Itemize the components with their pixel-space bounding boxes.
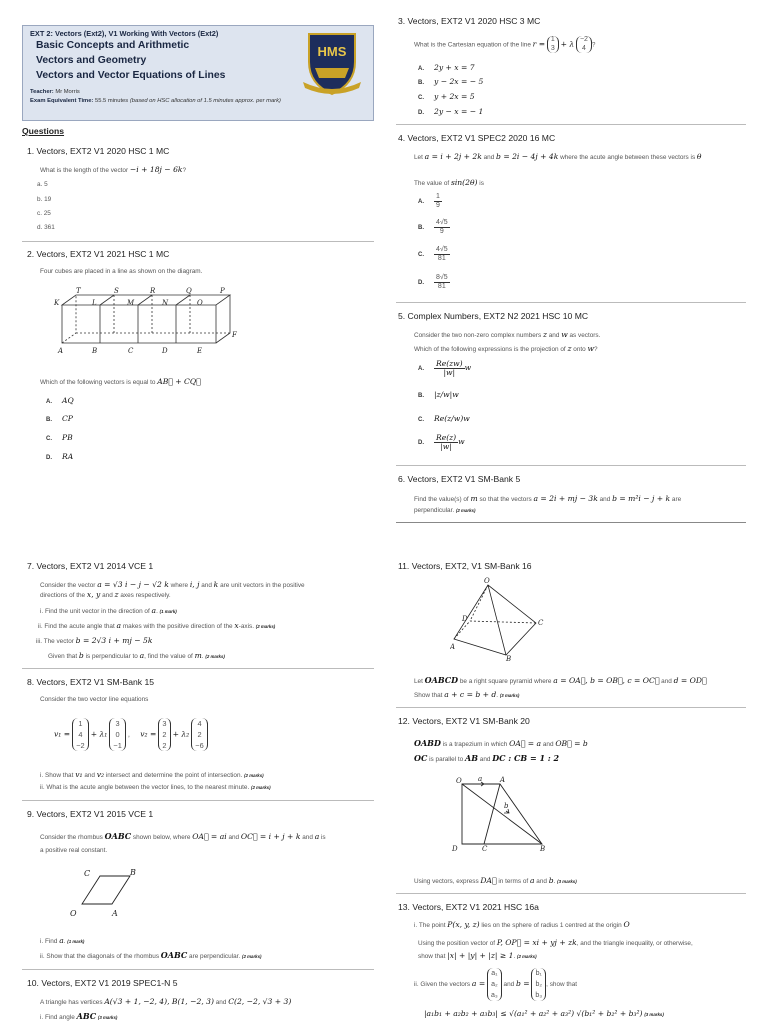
q11-text-2: Show that a + c = b + d. (3 marks) — [414, 690, 520, 699]
header-title-1: Basic Concepts and Arithmetic — [36, 40, 190, 51]
q7-title: 7. Vectors, EXT2 V1 2014 VCE 1 — [27, 561, 154, 571]
q2-label-t: T — [76, 287, 81, 295]
q2-option-b: B. CP — [46, 414, 73, 423]
q9-label-b: B — [130, 868, 136, 877]
q2-label-a: A — [58, 347, 64, 355]
q8-part-ii: ii. What is the acute angle between the vector lines, to the nearest minute. (2 marks) — [40, 784, 271, 791]
q7-part-iii: iii. The vector b = 2√3 i + mj − 5k — [36, 636, 153, 645]
q12-title: 12. Vectors, EXT2 V1 SM-Bank 20 — [398, 716, 530, 726]
q3-option-a: A. 2y + x = 7 — [418, 63, 475, 72]
q5-title: 5. Complex Numbers, EXT2 N2 2021 HSC 10 MC — [398, 311, 589, 321]
q3-text: What is the Cartesian equation of the line r = 1 3 + λ −2 4 ? — [414, 36, 596, 52]
q11-title: 11. Vectors, EXT2, V1 SM-Bank 16 — [398, 561, 532, 571]
q13-title: 13. Vectors, EXT2 V1 2021 HSC 16a — [398, 902, 539, 912]
q4-divider — [396, 302, 746, 303]
q2-label-e: E — [197, 347, 203, 355]
q6-text-2: perpendicular. (2 marks) — [414, 507, 476, 514]
q3-title: 3. Vectors, EXT2 V1 2020 HSC 3 MC — [398, 16, 541, 26]
q4-option-c: C. $\frac{4√5}{81}$ — [418, 246, 448, 262]
q9-label-o: O — [70, 909, 77, 918]
exam-time-line: Exam Equivalent Time: 55.5 minutes (based on HSC allocation of 1.5 minutes approx. per mark) — [30, 98, 281, 104]
q9-title: 9. Vectors, EXT2 V1 2015 VCE 1 — [27, 809, 154, 819]
q11-divider — [396, 707, 746, 708]
q7-text-2: directions of the x, y and z axes respectively. — [40, 590, 171, 599]
q2-label-f: F — [232, 331, 237, 339]
q12-label-c: C — [482, 845, 488, 853]
q2-label-p: P — [220, 287, 225, 295]
q9-divider — [22, 969, 374, 970]
q8-part-i: i. Show that v₁ and v₂ intersect and determine the point of intersection. (2 marks) — [40, 770, 264, 779]
q2-label-n: N — [162, 299, 169, 307]
q11-label-d: D — [462, 615, 468, 623]
q6-title: 6. Vectors, EXT2 V1 SM-Bank 5 — [398, 474, 521, 484]
q12-label-a: A — [500, 776, 506, 784]
q1-title: 1. Vectors, EXT2 V1 2020 HSC 1 MC — [27, 146, 170, 156]
header-title-2: Vectors and Geometry — [36, 55, 147, 66]
q5-text-1: Consider the two non-zero complex numbers z and w as vectors. — [414, 330, 601, 339]
q2-label-c: C — [128, 347, 134, 355]
q12-label-o: O — [456, 777, 462, 785]
q6-divider — [396, 522, 746, 523]
q2-label-l: L — [92, 299, 97, 307]
q3-option-c: C. y + 2x = 5 — [418, 92, 475, 101]
q11-label-o: O — [484, 577, 490, 585]
q4-text-2: The value of sin(2θ) is — [414, 178, 484, 187]
q1-option-c: c. 25 — [37, 210, 51, 217]
q2-label-m: M — [127, 299, 135, 307]
q9-text-2: a positive real constant. — [40, 847, 108, 854]
q2-label-r: R — [150, 287, 156, 295]
q12-trapezium-diagram — [448, 774, 556, 854]
q1-divider — [22, 241, 374, 242]
q9-label-c: C — [84, 869, 91, 878]
q10-text: A triangle has vertices A(√3 + 1, −2, 4), B(1, −2, 3) and C(2, −2, √3 + 3) — [40, 997, 292, 1006]
q4-option-a: A. $\frac{1}{9}$ — [418, 193, 440, 209]
q3-divider — [396, 124, 746, 125]
q2-label-k: K — [54, 299, 60, 307]
q9-label-a: A — [112, 909, 118, 918]
q2-option-d: D. RA — [46, 452, 74, 461]
q9-part-i: i. Find a. (1 mark) — [40, 936, 85, 945]
q9-rhombus-diagram — [68, 866, 140, 920]
q4-option-d: D. $\frac{8√5}{81}$ — [418, 274, 448, 290]
q2-label-q: Q — [186, 287, 192, 295]
q5-option-c: C. Re(z/w)w — [418, 414, 470, 423]
q7-divider — [22, 668, 374, 669]
q2-label-b: B — [92, 347, 98, 355]
q3-option-d: D. 2y − x = − 1 — [418, 107, 484, 116]
q8-divider — [22, 800, 374, 801]
q8-title: 8. Vectors, EXT2 V1 SM-Bank 15 — [27, 677, 155, 687]
q2-option-a: A. AQ — [46, 396, 74, 405]
q12-text-1: OABD is a trapezium in which OA⃗ = a and OB⃗ = b — [414, 738, 588, 748]
q13-part-i-3: show that |x| + |y| + |z| ≥ 1. (2 marks) — [418, 951, 537, 960]
q13-part-ii: ii. Given the vectors a = a₁ a₂ a₃ and b = b₁ b₂ b₃, show that — [414, 970, 578, 999]
q8-line-equations: v₁ = 1 4 −2 + λ₁ 3 0 −1 , v₂ = 3 2 2 + λ₂ 4 2 −6 — [54, 718, 208, 751]
q10-title: 10. Vectors, EXT2 V1 2019 SPEC1-N 5 — [27, 978, 178, 988]
q5-option-b: B. |z/w|w — [418, 390, 459, 399]
q11-label-c: C — [538, 619, 544, 627]
q11-label-a: A — [450, 643, 456, 651]
q2-four-cubes-diagram — [52, 287, 242, 357]
worksheet-header — [22, 25, 374, 121]
q2-option-c: C. PB — [46, 433, 73, 442]
q12-label-d: D — [452, 845, 458, 853]
q7-part-i: i. Find the unit vector in the direction of a. (1 mark) — [40, 606, 177, 615]
q5-option-d: D. $\frac{Re(z)}{|w|}$ w — [418, 433, 465, 451]
q12-divider — [396, 893, 746, 894]
header-title-3: Vectors and Vector Equations of Lines — [36, 70, 226, 81]
q12-text-3: Using vectors, express DA⃗ in terms of a and b. (3 marks) — [414, 876, 577, 885]
q11-text: Let OABCD be a right square pyramid where a = OA⃗, b = OB⃗, c = OC⃗ and d = OD⃗ — [414, 675, 707, 685]
q5-option-a: A. $\frac{Re(zw)}{|w|}$ w — [418, 359, 472, 377]
q2-title: 2. Vectors, EXT2 V1 2021 HSC 1 MC — [27, 249, 170, 259]
header-subtitle: EXT 2: Vectors (Ext2), V1 Working With Vectors (Ext2) — [30, 29, 219, 38]
q2-label-s: S — [114, 287, 119, 295]
q1-text: What is the length of the vector −i + 18j − 6k? — [40, 165, 187, 174]
q2-text: Four cubes are placed in a line as shown on the diagram. — [40, 268, 203, 275]
q2-label-d: D — [162, 347, 168, 355]
q9-text: Consider the rhombus OABC shown below, where OA⃗ = ai and OC⃗ = i + j + k and a is — [40, 831, 326, 841]
q4-option-b: B. $\frac{4√5}{9}$ — [418, 219, 448, 235]
q10-part-i: i. Find angle ABC (3 marks) — [40, 1011, 118, 1021]
q11-label-b: B — [506, 655, 512, 661]
q5-divider — [396, 465, 746, 466]
q7-part-ii: ii. Find the acute angle that a makes with the positive direction of the x-axis. (2 marks) — [38, 621, 276, 630]
q13-inequality: |a₁b₁ + a₂b₂ + a₃b₃| ≤ √(a₁² + a₂² + a₃²) √(b₁² + b₂² + b₃²) (3 marks) — [424, 1009, 664, 1018]
q6-text-1: Find the value(s) of m so that the vectors a = 2i + mj − 3k and b = m²i − j + k are — [414, 494, 682, 503]
q11-pyramid-diagram — [450, 577, 560, 661]
school-crest-logo — [301, 28, 363, 96]
q7-text: Consider the vector a = √3 i − j − √2 k where i, j and k are unit vectors in the positive — [40, 580, 305, 589]
q9-part-ii: ii. Show that the diagonals of the rhombus OABC are perpendicular. (2 marks) — [40, 950, 262, 960]
q4-title: 4. Vectors, EXT2 V1 SPEC2 2020 16 MC — [398, 133, 556, 143]
q13-part-i: i. The point P(x, y, z) lies on the sphere of radius 1 centred at the origin O — [414, 920, 630, 929]
q4-text: Let a = i + 2j + 2k and b = 2i − 4j + 4k where the acute angle between these vectors is θ — [414, 152, 702, 161]
svg-text:HMS: HMS — [317, 44, 347, 59]
q1-option-b: b. 19 — [37, 196, 52, 203]
q12-label-b-vec: b — [504, 802, 509, 810]
q13-part-i-2: Using the position vector of P, OP⃗ = xi + yj + zk, and the triangle inequality, or otherwise, — [418, 938, 693, 947]
q2-label-o: O — [197, 299, 203, 307]
q1-option-a: a. 5 — [37, 181, 48, 188]
q7-part-iii-given: Given that b is perpendicular to a, find the value of m. (2 marks) — [48, 651, 225, 660]
q12-label-b: B — [540, 845, 546, 853]
q8-text: Consider the two vector line equations — [40, 696, 149, 703]
q12-label-a-vec: a — [478, 775, 483, 783]
q1-option-d: d. 361 — [37, 224, 55, 231]
q3-option-b: B. y − 2x = − 5 — [418, 77, 484, 86]
questions-heading: Questions — [22, 126, 65, 136]
q5-text-2: Which of the following expressions is the projection of z onto w? — [414, 344, 598, 353]
q2-question: Which of the following vectors is equal to AB⃗ + CQ⃗ — [40, 377, 201, 386]
q12-text-2: OC is parallel to AB and DC : CB = 1 : 2 — [414, 753, 560, 763]
teacher-line: Teacher: Mr Morris — [30, 89, 80, 95]
